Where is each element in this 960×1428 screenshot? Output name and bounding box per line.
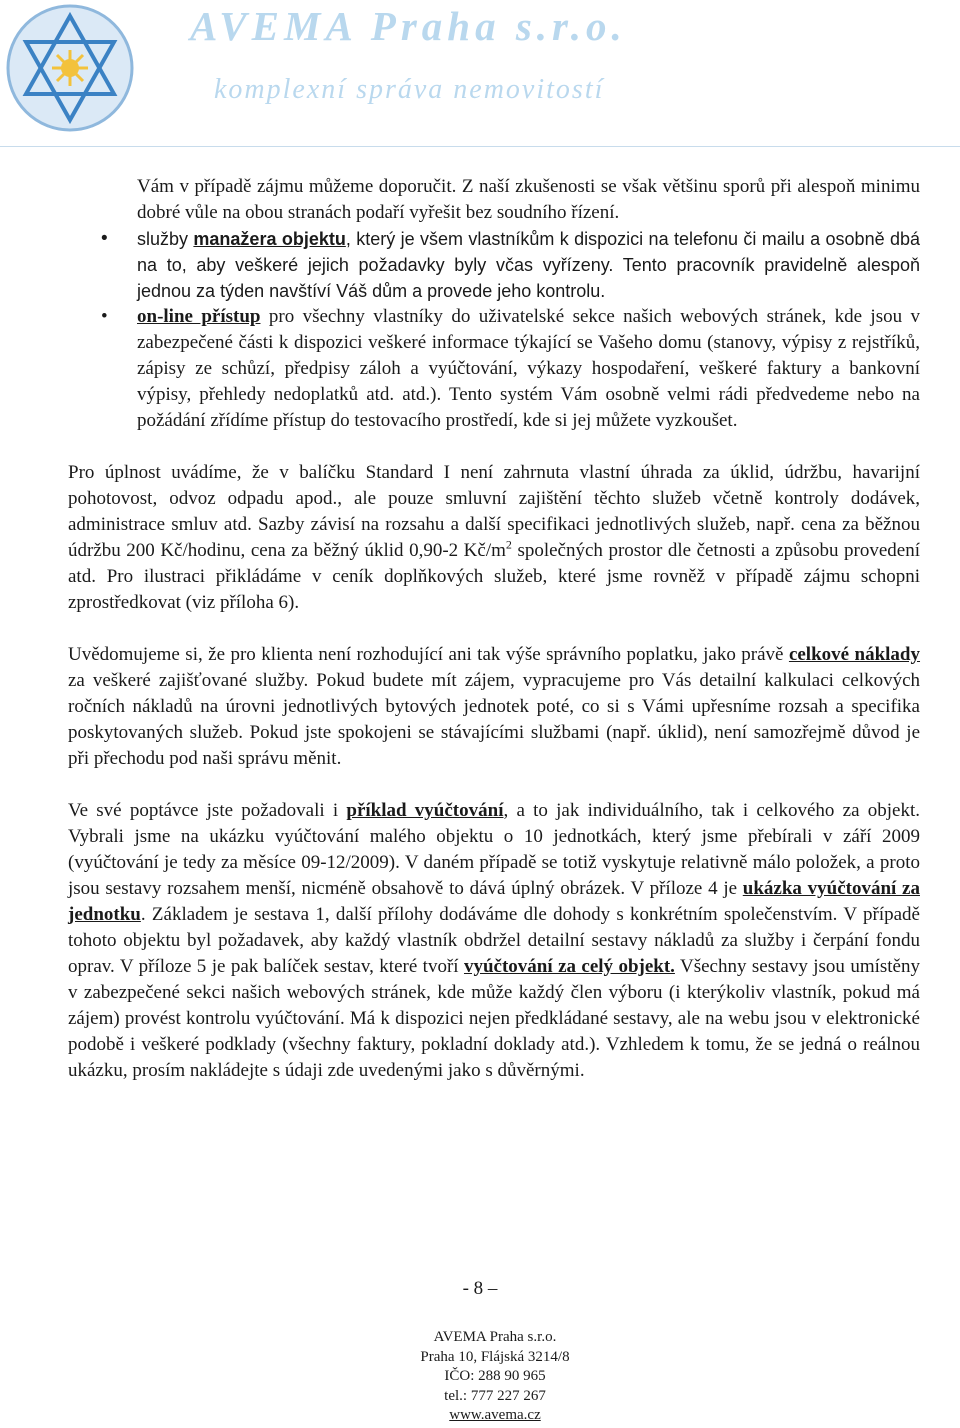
footer-phone: tel.: 777 227 267 <box>444 1387 546 1404</box>
page-number: - 8 – <box>462 1278 498 1299</box>
list-item-manager: • služby manažera objektu, který je všem vlastníkům k dispozici na telefonu či mailu a osobně dbá na to, aby veškeré jejich požadavky byly včas vyřízeny. Tento pracovník pravidelně alespoň jednou za týden navštíví Váš dům a provede jeho kontrolu. <box>101 228 920 301</box>
header-divider <box>0 146 960 147</box>
page-footer <box>0 1328 960 1426</box>
term-online-access: on-line přístup <box>137 306 261 327</box>
star-logo-icon <box>4 2 136 134</box>
page-header <box>0 0 960 150</box>
term-total-costs: celkové náklady <box>788 644 921 665</box>
footer-website-link[interactable]: www.avema.cz <box>449 1407 541 1423</box>
term-manager: manažera objektu <box>193 229 346 249</box>
company-tagline: komplexní správa nemovitostí <box>214 74 605 105</box>
paragraph-billing-example: Ve své poptávce jste požadovali i příklad vyúčtování, a to jak individuálního, tak i celkového za objekt. Vybrali jsme na ukázku vyúčtování malého objektu o 10 jednotkách, který jsme přebírali v září 2009 (vyúčtování je tedy za měsíce 09-12/2009). V daném případě se totiž vyskytuje relativně málo položek, a proto jsou sestavy rozsahem menší, nicméně obsahově to dává úplný obrázek. V příloze 4 je ukázka vyúčtování za jednotku. Základem je sestava 1, další přílohy dodáváme dle dohody s konkrétním společenstvím. V případě tohoto objektu byl požadavek, aby každý vlastník obdržel detailní sestavy nákladů za služby i čerpání fondu oprav. V příloze 5 je pak balíček sestav, které tvoří vyúčtování za celý objekt. Všechny sestavy jsou umístěny v zabezpečené sekci našich webových stránek, kde může každý člen výboru (i kterýkoliv vlastník, pokud má zájem) provést kontrolu vyúčtování. Má k dispozici nejen předkládané sestavy, ale na webu jsou v elektronické podobě i veškeré podklady (všechny faktury, pokladní doklady atd.). Vzhledem k tomu, že se jedná o reálnou ukázku, prosím nakládejte s údaji zde uvedenými jako s důvěrnými. <box>68 800 920 1081</box>
continued-item-text: Vám v případě zájmu můžeme doporučit. Z naší zkušenosti se však většinu sporů při alespoň minimu dobré vůle na obou stranách podaří vyřešit bez soudního řízení. <box>137 176 920 223</box>
term-unit-billing: ukázka vyúčtování za jednotku <box>68 878 920 925</box>
service-list <box>68 226 920 434</box>
bullet-icon: • <box>101 228 108 249</box>
footer-company: AVEMA Praha s.r.o. <box>433 1329 557 1345</box>
bullet-icon: • <box>101 306 108 327</box>
list-item-online-access: • on-line přístup pro všechny vlastníky do uživatelské sekce našich webových stránek, kde jsou v zabezpečené části k dispozici veškeré informace týkající se Vašeho domu (stanovy, výpisy z rejstříků, zápisy ze schůzí, předpisy záloh a vyúčtování, výkazy hospodaření, veškeré faktury a bankovní výpisy, přehledy nedoplatků atd. atd.). Tento systém Vám osobně velmi rádi předvedeme nebo na požádání zřídíme přístup do testovacího prostředí, kde si jej můžete vyzkoušet. <box>101 306 920 431</box>
footer-ico: IČO: 288 90 965 <box>444 1368 546 1384</box>
footer-address: Praha 10, Flájská 3214/8 <box>420 1348 570 1365</box>
paragraph-total-costs: Uvědomujeme si, že pro klienta není rozhodující ani tak výše správního poplatku, jako právě celkové náklady za veškeré zajišťované služby. Pokud budete mít zájem, vypracujeme pro Vás detailní kalkulaci celkových ročních nákladů na úrovni jednotlivých bytových jednotek poté, co si s Vámi upřesníme rozsah a specifika poskytovaných služeb. Pokud jste spokojeni se stávajícími službami (např. úklid), není samozřejmě důvod je při přechodu pod naši správu měnit. <box>68 644 921 769</box>
term-billing-example: příklad vyúčtování <box>346 800 504 821</box>
paragraph-standard-package: Pro úplnost uvádíme, že v balíčku Standard I není zahrnuta vlastní úhrada za úklid, údržbu, havarijní pohotovost, odvoz odpadu apod., ale pouze smluvní zajištění těchto služeb včetně kontroly dodávek, administrace smluv atd. Sazby závisí na rozsahu a další specifikaci jednotlivých služeb, např. cena za běžnou údržbu 200 Kč/hodinu, cena za běžný úklid 0,90-2 $Kč/m^2$ společných prostor dle četnosti a způsobu provedení atd. Pro ilustraci přikládáme v ceník doplňkových služeb, které jsme rovněž v případě zájmu schopni zprostředkovat (viz příloha 6). <box>68 462 921 613</box>
document-body <box>68 174 920 1084</box>
company-title: AVEMA Praha s.r.o. <box>190 3 627 49</box>
term-building-billing: vyúčtování za celý objekt. <box>463 956 675 977</box>
